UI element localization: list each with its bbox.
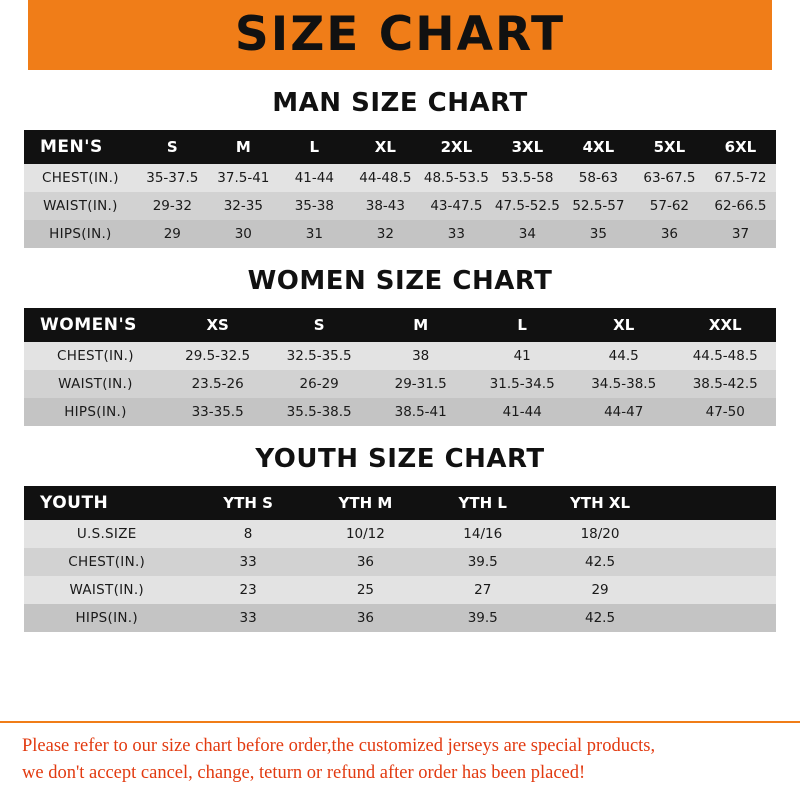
table-cell [659,604,776,632]
table-cell: 39.5 [424,548,541,576]
table-cell: 26-29 [268,370,370,398]
table-cell: 34 [492,220,563,248]
table-cell: 36 [307,604,424,632]
youth-size-table [24,486,776,632]
table-cell: 23.5-26 [167,370,269,398]
table-header-row [24,308,776,342]
table-cell [659,548,776,576]
youth-header-m: YTH M [307,486,424,520]
youth-row-label-ussize: U.S.SIZE [24,520,189,548]
women-header-xs: XS [167,308,269,342]
women-row-label-waist: WAIST(IN.) [24,370,167,398]
table-cell: 23 [189,576,306,604]
men-header-xl: XL [350,130,421,164]
youth-row-label-hips: HIPS(IN.) [24,604,189,632]
table-cell [659,520,776,548]
men-row-label-chest: CHEST(IN.) [24,164,137,192]
table-cell: 33 [421,220,492,248]
women-size-table [24,308,776,426]
table-row [24,192,776,220]
table-row [24,576,776,604]
table-cell: 8 [189,520,306,548]
men-size-table [24,130,776,248]
table-cell: 38 [370,342,472,370]
women-row-label-chest: CHEST(IN.) [24,342,167,370]
table-cell: 32 [350,220,421,248]
youth-row-label-chest: CHEST(IN.) [24,548,189,576]
table-cell: 29-32 [137,192,208,220]
table-cell: 47.5-52.5 [492,192,563,220]
table-cell: 14/16 [424,520,541,548]
men-header-m: M [208,130,279,164]
men-header-5xl: 5XL [634,130,705,164]
youth-header-label: YOUTH [24,486,189,520]
women-header-label: WOMEN'S [24,308,167,342]
youth-size-section [0,444,800,632]
table-cell: 31.5-34.5 [471,370,573,398]
table-cell: 27 [424,576,541,604]
table-cell: 41 [471,342,573,370]
women-header-s: S [268,308,370,342]
table-row [24,220,776,248]
table-cell: 37.5-41 [208,164,279,192]
table-row [24,604,776,632]
table-cell: 44-48.5 [350,164,421,192]
women-header-m: M [370,308,472,342]
table-cell: 36 [307,548,424,576]
table-header-row [24,486,776,520]
table-cell: 35-37.5 [137,164,208,192]
table-cell: 38-43 [350,192,421,220]
page-title: SIZE CHART [234,7,566,62]
table-row [24,520,776,548]
table-cell: 33 [189,604,306,632]
men-size-section [0,88,800,248]
men-header-2xl: 2XL [421,130,492,164]
table-cell: 30 [208,220,279,248]
table-cell: 62-66.5 [705,192,776,220]
table-cell: 29.5-32.5 [167,342,269,370]
table-cell: 52.5-57 [563,192,634,220]
banner-left-margin [0,0,28,70]
table-cell: 35-38 [279,192,350,220]
footer-disclaimer [0,721,800,800]
women-header-xl: XL [573,308,675,342]
table-cell: 42.5 [541,548,658,576]
table-cell: 32-35 [208,192,279,220]
table-cell: 36 [634,220,705,248]
table-row [24,398,776,426]
table-cell: 18/20 [541,520,658,548]
youth-header-xl: YTH XL [541,486,658,520]
youth-header-l: YTH L [424,486,541,520]
table-cell: 58-63 [563,164,634,192]
table-row [24,164,776,192]
table-cell: 67.5-72 [705,164,776,192]
header-banner [0,0,800,70]
table-cell: 38.5-42.5 [674,370,776,398]
footer-line-2: we don't accept cancel, change, teturn or refund after order has been placed! [22,762,586,783]
table-cell: 34.5-38.5 [573,370,675,398]
table-cell: 29-31.5 [370,370,472,398]
banner-right-margin [772,0,800,70]
men-section-title: MAN SIZE CHART [272,88,528,118]
table-cell: 47-50 [674,398,776,426]
youth-header-spacer [659,486,776,520]
women-section-title: WOMEN SIZE CHART [247,266,553,296]
table-cell [659,576,776,604]
table-cell: 44-47 [573,398,675,426]
table-cell: 38.5-41 [370,398,472,426]
men-header-s: S [137,130,208,164]
footer-line-1: Please refer to our size chart before order,the customized jerseys are special products, [22,736,656,757]
youth-header-s: YTH S [189,486,306,520]
table-cell: 35.5-38.5 [268,398,370,426]
table-cell: 35 [563,220,634,248]
youth-section-title: YOUTH SIZE CHART [255,444,545,474]
women-header-xxl: XXL [674,308,776,342]
table-cell: 37 [705,220,776,248]
women-row-label-hips: HIPS(IN.) [24,398,167,426]
women-size-section [0,266,800,426]
table-cell: 31 [279,220,350,248]
table-cell: 29 [541,576,658,604]
men-header-3xl: 3XL [492,130,563,164]
men-row-label-waist: WAIST(IN.) [24,192,137,220]
table-cell: 41-44 [279,164,350,192]
table-cell: 43-47.5 [421,192,492,220]
table-row [24,548,776,576]
table-cell: 48.5-53.5 [421,164,492,192]
table-cell: 44.5-48.5 [674,342,776,370]
table-cell: 57-62 [634,192,705,220]
table-cell: 39.5 [424,604,541,632]
table-header-row [24,130,776,164]
women-header-l: L [471,308,573,342]
men-header-6xl: 6XL [705,130,776,164]
table-row [24,370,776,398]
table-cell: 29 [137,220,208,248]
men-header-l: L [279,130,350,164]
men-header-4xl: 4XL [563,130,634,164]
men-row-label-hips: HIPS(IN.) [24,220,137,248]
table-cell: 53.5-58 [492,164,563,192]
table-cell: 32.5-35.5 [268,342,370,370]
table-cell: 25 [307,576,424,604]
table-cell: 42.5 [541,604,658,632]
youth-row-label-waist: WAIST(IN.) [24,576,189,604]
table-cell: 41-44 [471,398,573,426]
table-row [24,342,776,370]
table-cell: 63-67.5 [634,164,705,192]
table-cell: 44.5 [573,342,675,370]
table-cell: 10/12 [307,520,424,548]
men-header-label: MEN'S [24,130,137,164]
table-cell: 33-35.5 [167,398,269,426]
table-cell: 33 [189,548,306,576]
